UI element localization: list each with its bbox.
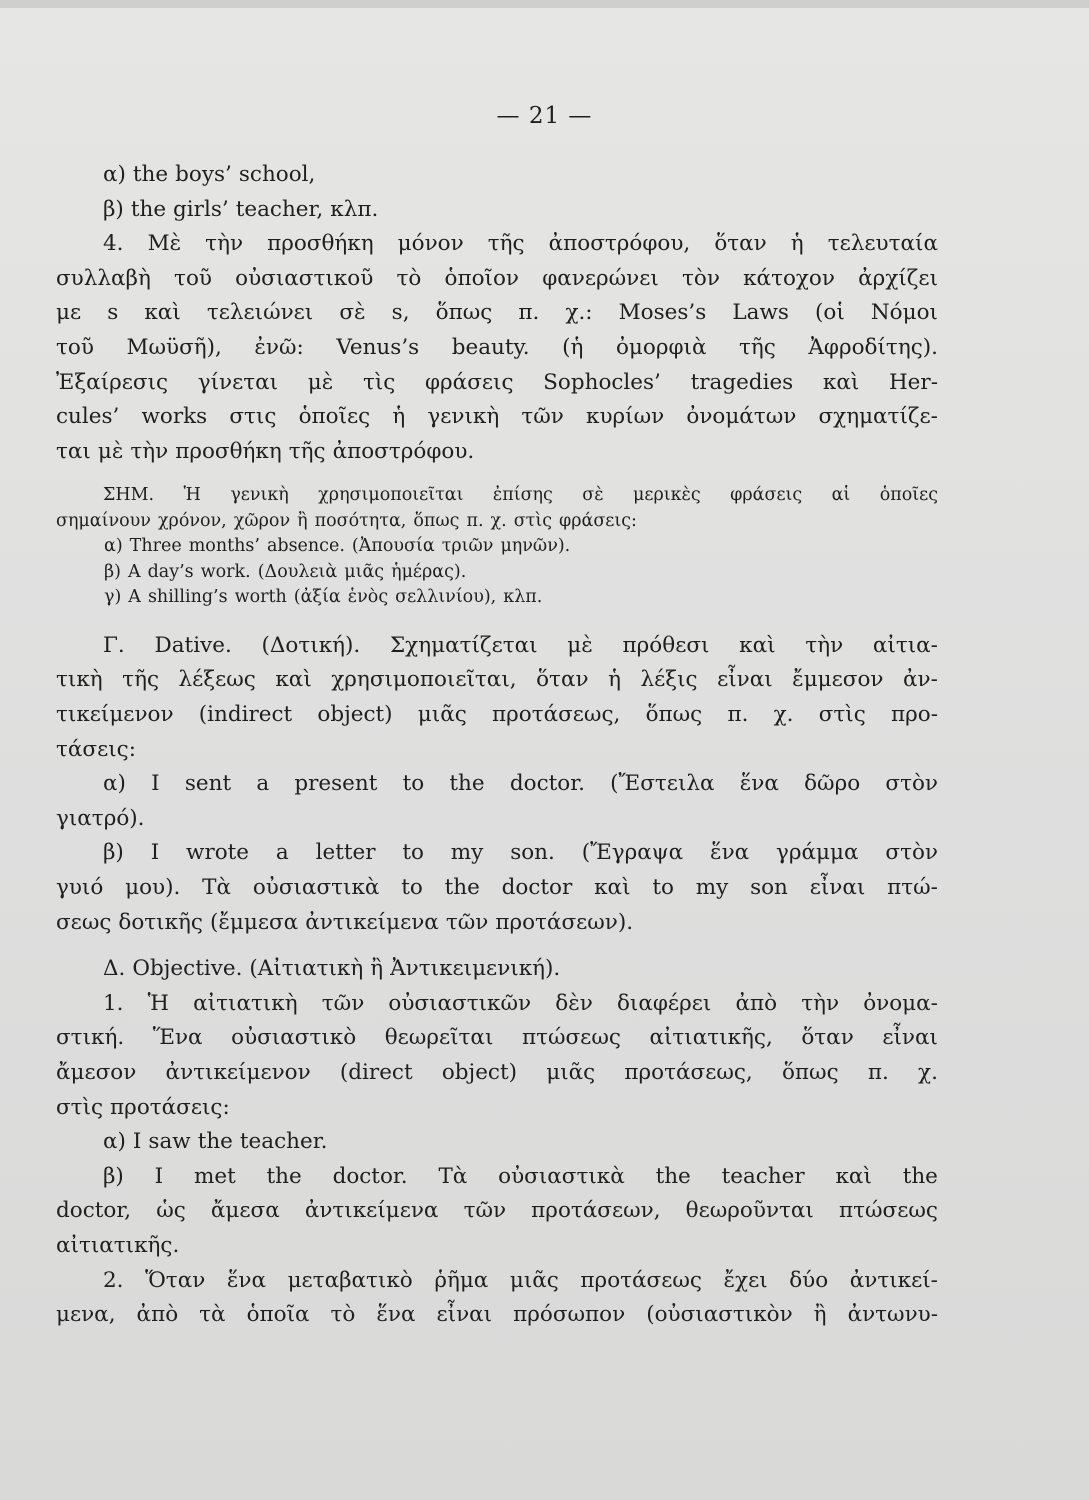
line-12: τικείμενον (indirect object) μιᾶς προτάσεως, ὅπως π. χ. στὶς προ-: [56, 702, 938, 728]
line-04: συλλαβὴ τοῦ οὐσιαστικοῦ τὸ ὁποῖον φανερώνει τὸν κάτοχον ἀρχίζει: [56, 265, 938, 291]
line-27: αἰτιατικῆς.: [56, 1232, 180, 1258]
line-18: σεως δοτικῆς (ἔμμεσα ἀντικείμενα τῶν προτάσεων).: [56, 909, 634, 935]
page-body: [56, 162, 938, 1337]
note-line-03: α) Three months’ absence. (Ἀπουσία τριῶν μηνῶν).: [104, 536, 571, 557]
line-06: τοῦ Μωϋσῆ), ἐνῶ: Venus’s beauty. (ἡ ὀμορφιὰ τῆς Ἀφροδίτης).: [56, 334, 938, 360]
note-line-04: β) A day’s work. (Δουλειὰ μιᾶς ἡμέρας).: [104, 561, 467, 582]
line-15: γιατρό).: [56, 805, 145, 831]
line-22: ἄμεσον ἀντικείμενον (direct object) μιᾶς προτάσεως, ὅπως π. χ.: [56, 1059, 938, 1085]
note-line-02: σημαίνουν χρόνον, χῶρον ἢ ποσότητα, ὅπως π. χ. στὶς φράσεις:: [56, 510, 637, 531]
line-02: β) the girls’ teacher, κλπ.: [103, 196, 379, 222]
line-13: τάσεις:: [56, 736, 136, 762]
line-16: β) I wrote a letter to my son. (Ἔγραψα ἕνα γράμμα στὸν: [103, 840, 938, 866]
line-19: Δ. Objective. (Αἰτιατικὴ ἢ Ἀντικειμενική).: [103, 956, 561, 982]
line-03: 4. Μὲ τὴν προσθήκη μόνον τῆς ἀποστρόφου, ὅταν ἡ τελευταία: [103, 231, 938, 257]
line-17: γυιό μου). Τὰ οὐσιαστικὰ to the doctor καὶ to my son εἶναι πτώ-: [56, 875, 938, 900]
line-23: στὶς προτάσεις:: [56, 1094, 230, 1120]
line-25: β) I met the doctor. Τὰ οὐσιαστικὰ the teacher καὶ the: [103, 1163, 938, 1189]
line-26: doctor, ὡς ἄμεσα ἀντικείμενα τῶν προτάσεων, θεωροῦνται πτώσεως: [56, 1198, 938, 1224]
line-14: α) I sent a present to the doctor. (Ἔστειλα ἕνα δῶρο στὸν: [103, 771, 938, 797]
line-10: Γ. Dative. (Δοτική). Σχηματίζεται μὲ πρόθεσι καὶ τὴν αἰτια-: [103, 632, 938, 658]
line-05: με s καὶ τελειώνει σὲ s, ὅπως π. χ.: Moses’s Laws (οἱ Νόμοι: [56, 300, 938, 326]
line-24: α) I saw the teacher.: [103, 1129, 328, 1155]
note-line-01: ΣΗΜ. Ἡ γενικὴ χρησιμοποιεῖται ἐπίσης σὲ μερικὲς φράσεις αἱ ὁποῖες: [103, 485, 938, 506]
line-07: Ἐξαίρεσις γίνεται μὲ τὶς φράσεις Sophocles’ tragedies καὶ Her-: [56, 369, 938, 395]
line-09: ται μὲ τὴν προσθήκη τῆς ἀποστρόφου.: [56, 438, 475, 464]
page-number: — 21 —: [496, 103, 593, 129]
line-08: cules’ works στις ὁποῖες ἡ γενικὴ τῶν κυρίων ὀνομάτων σχηματίζε-: [56, 404, 938, 430]
line-29: μενα, ἀπὸ τὰ ὁποῖα τὸ ἕνα εἶναι πρόσωπον (οὐσιαστικὸν ἢ ἀντωνυ-: [56, 1302, 938, 1328]
note-block: [56, 485, 938, 613]
line-21: στική. Ἕνα οὐσιαστικὸ θεωρεῖται πτώσεως αἰτιατικῆς, ὅταν εἶναι: [56, 1025, 938, 1051]
line-01: α) the boys’ school,: [103, 162, 316, 187]
line-11: τικὴ τῆς λέξεως καὶ χρησιμοποιεῖται, ὅταν ἡ λέξις εἶναι ἔμμεσον ἀν-: [56, 667, 938, 693]
line-20: 1. Ἡ αἰτιατικὴ τῶν οὐσιαστικῶν δὲν διαφέρει ἀπὸ τὴν ὀνομα-: [103, 990, 938, 1016]
line-28: 2. Ὅταν ἕνα μεταβατικὸ ῥῆμα μιᾶς προτάσεως ἔχει δύο ἀντικεί-: [103, 1267, 938, 1293]
page-top-edge: [0, 0, 1089, 8]
note-line-05: γ) A shilling’s worth (ἀξία ἑνὸς σελλινίου), κλπ.: [104, 587, 543, 608]
